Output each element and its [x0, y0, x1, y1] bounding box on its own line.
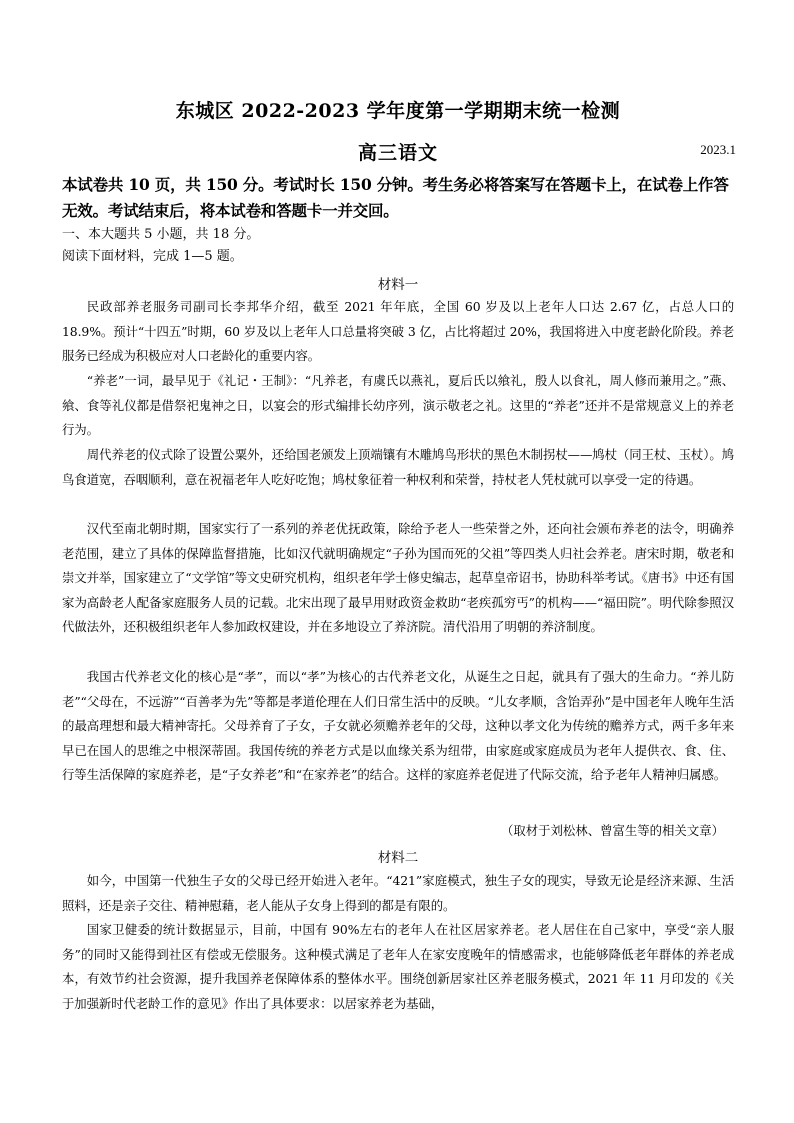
material1-paragraph: “养老”一词，最早见于《礼记・王制》：“凡养老，有虞氏以燕礼，夏后氏以飨礼，殷人以食礼，周人修而兼用之。”燕、飨、食等礼仪都是借祭祀鬼神之日，以宴会的形式编排长幼序列，演示敬老之礼。这里的“养老”还并不是常规意义上的养老行为。 [62, 373, 734, 438]
material1-paragraph: 周代养老的仪式除了设置公粟外，还给国老颁发上顶端镶有木雕鸠鸟形状的黑色木制拐杖——鸠杖（同王杖、玉杖）。鸠鸟食道宽，吞咽顺利，意在祝福老年人吃好吃饱；鸠杖象征着一种权利和荣誉，持杖老人凭杖就可以享受一定的待遇。 [62, 447, 734, 487]
section-instruction: 阅读下面材料，完成 1—5 题。 [62, 249, 243, 264]
exam-notice: 本试卷共 10 页，共 150 分。考试时长 150 分钟。考生务必将答案写在答题卡上，在试卷上作答无效。考试结束后，将本试卷和答题卡一并交回。 [62, 175, 729, 220]
material1-paragraph: 民政部养老服务司副司长李邦华介绍，截至 2021 年年底，全国 60 岁及以上老年人口达 2.67 亿，占总人口的 18.9%。预计“十四五”时期，60 岁及以上老年人口总量将突破 3 亿，占比将超过 20%，我国将进入中度老龄化阶段。养老服务已经成为积极应对人口老龄化的重要内容。 [62, 299, 734, 364]
exam-title: 东城区 2022-2023 学年度第一学期期末统一检测 [175, 100, 621, 122]
material2-paragraph: 国家卫健委的统计数据显示，目前，中国有 90%左右的老年人在社区居家养老。老人居住在自己家中，享受“亲人服务”的同时又能得到社区有偿或无偿服务。这种模式满足了老年人在家安度晚年的情感需求，也能够降低老年群体的养老成本，有效节约社会资源，提升我国养老保障体系的整体水平。围绕创新居家社区养老服务模式，2021 年 11 月印发的《关于加强新时代老龄工作的意见》作出了具体要求：以居家养老为基础， [62, 922, 734, 1011]
exam-date: 2023.1 [700, 142, 736, 157]
material1-title: 材料一 [377, 277, 419, 293]
material1-source: （取材于刘松林、曾富生等的相关文章） [500, 823, 724, 838]
material2-title: 材料二 [377, 850, 419, 866]
material2-paragraph: 如今，中国第一代独生子女的父母已经开始进入老年。“421”家庭模式，独生子女的现实，导致无论是经济来源、生活照料，还是亲子交往、精神慰藉，老人能从子女身上得到的都是有限的。 [62, 873, 734, 913]
material1-paragraph: 汉代至南北朝时期，国家实行了一系列的养老优抚政策，除给予老人一些荣誉之外，还向社会颁布养老的法令，明确养老范围，建立了具体的保障监督措施，比如汉代就明确规定“子孙为国而死的父祖”等四类人归社会养老。唐宋时期，敬老和崇文并举，国家建立了“文学馆”等文史研究机构，组织老年学士修史编志，起草皇帝诏书，协助科举考试。《唐书》中还有国家为高龄老人配备家庭服务人员的记载。北宋出现了最早用财政资金救助“老疾孤穷丐”的机构——“福田院”。明代除参照汉代做法外，还积极组织老年人参加政权建设，并在多地设立了养济院。清代沿用了明朝的养济制度。 [62, 521, 734, 635]
section-heading: 一、本大题共 5 小题，共 18 分。 [62, 227, 260, 242]
exam-subject: 高三语文 [357, 142, 438, 164]
material1-paragraph: 我国古代养老文化的核心是“孝”，而以“孝”为核心的古代养老文化，从诞生之日起，就具有了强大的生命力。“养儿防老”“父母在，不远游”“百善孝为先”等都是孝道伦理在人们日常生活中的反映。“儿女孝顺，含饴弄孙”是中国老年人晚年生活的最高理想和最大精神寄托。父母养育了子女，子女就必须赡养老年的父母，这种以孝文化为传统的赡养方式，两千多年来早已在国人的思维之中根深蒂固。我国传统的养老方式是以血缘关系为纽带，由家庭或家庭成员为老年人提供衣、食、住、行等生活保障的家庭养老，是“子女养老”和“在家养老”的结合。这样的家庭养老促进了代际交流，给予老年人精神归属感。 [62, 669, 734, 783]
